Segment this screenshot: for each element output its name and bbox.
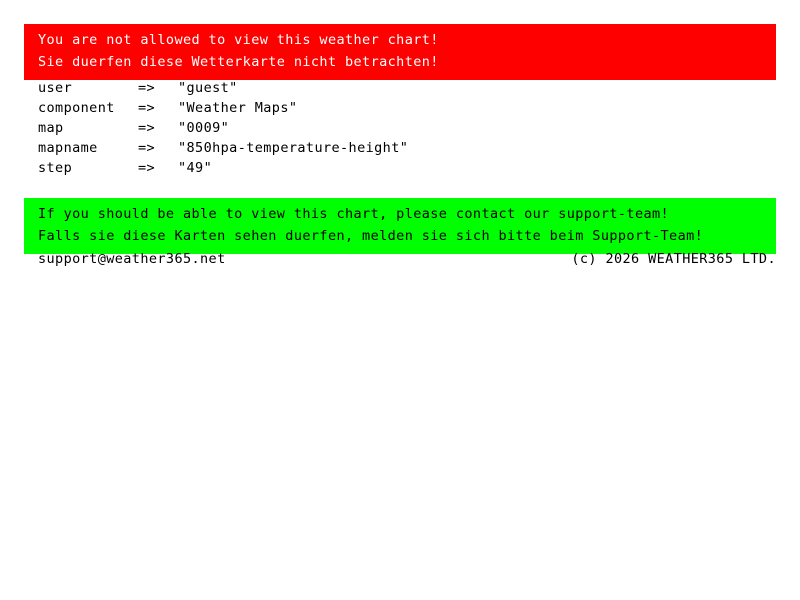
support-email-link[interactable]: support@weather365.net	[38, 251, 226, 267]
copyright-notice: (c) 2026 WEATHER365 LTD.	[571, 251, 776, 267]
field-key: user	[38, 80, 73, 96]
field-value: "49"	[178, 160, 213, 176]
footer	[38, 251, 776, 267]
field-key: component	[38, 100, 115, 116]
table-row	[38, 140, 408, 160]
error-banner	[24, 24, 776, 80]
field-key: step	[38, 160, 73, 176]
table-row	[38, 80, 408, 100]
field-arrow: =>	[138, 160, 156, 176]
error-banner-line-de: Sie duerfen diese Wetterkarte nicht betrachten!	[38, 54, 439, 70]
table-row	[38, 160, 408, 180]
field-key: mapname	[38, 140, 98, 156]
field-value: "0009"	[178, 120, 230, 136]
table-row	[38, 100, 408, 120]
info-banner-line-de: Falls sie diese Karten sehen duerfen, melden sie sich bitte beim Support-Team!	[38, 228, 704, 244]
field-arrow: =>	[138, 120, 156, 136]
field-key: map	[38, 120, 64, 136]
error-banner-line-en: You are not allowed to view this weather chart!	[38, 32, 439, 48]
field-arrow: =>	[138, 80, 156, 96]
request-details-table	[38, 80, 408, 180]
field-value: "Weather Maps"	[178, 100, 298, 116]
field-value: "850hpa-temperature-height"	[178, 140, 409, 156]
field-arrow: =>	[138, 140, 156, 156]
info-banner	[24, 198, 776, 254]
info-banner-line-en: If you should be able to view this chart, please contact our support-team!	[38, 206, 670, 222]
table-row	[38, 120, 408, 140]
field-value: "guest"	[178, 80, 238, 96]
field-arrow: =>	[138, 100, 156, 116]
